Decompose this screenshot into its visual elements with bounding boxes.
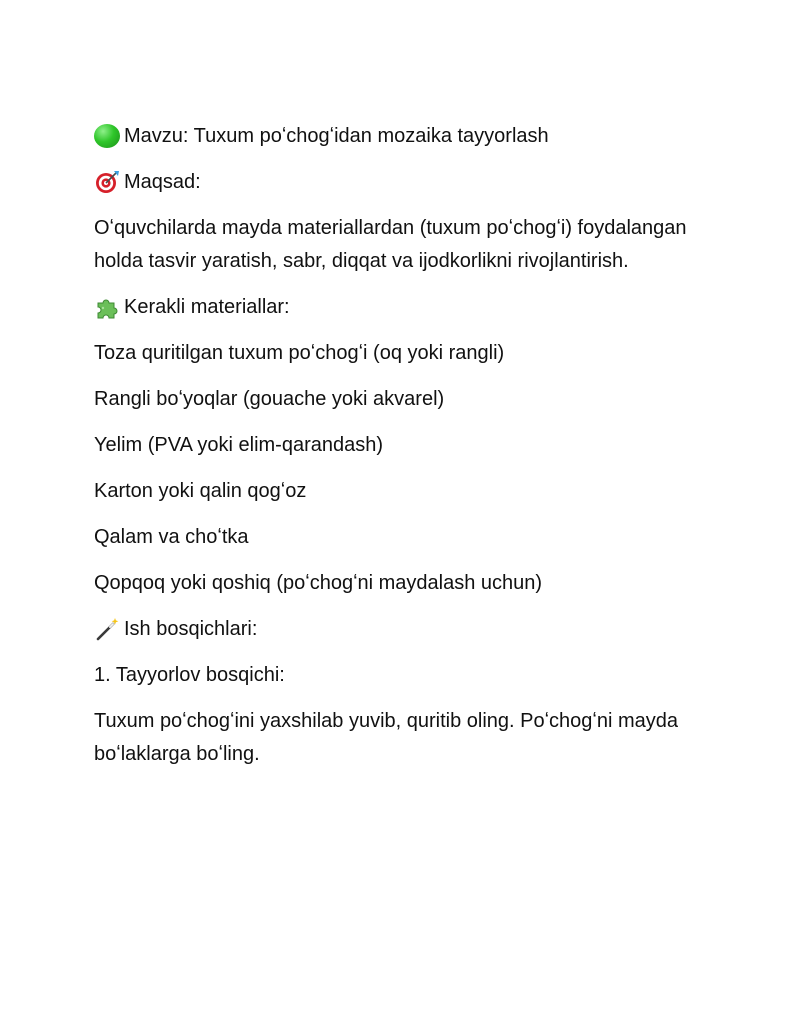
target-icon (94, 169, 120, 195)
puzzle-piece-icon (94, 294, 120, 320)
materials-list (94, 337, 714, 599)
steps-heading-line (94, 613, 714, 645)
goal-heading-line (94, 166, 714, 198)
topic-line (94, 120, 714, 152)
list-item: Rangli boʻyoqlar (gouache yoki akvarel) (94, 388, 445, 410)
document-page (94, 120, 714, 784)
list-item: Qalam va choʻtka (94, 526, 249, 548)
step1-text: Tuxum poʻchogʻini yaxshilab yuvib, quritib oling. Poʻchogʻni mayda boʻlaklarga boʻling. (94, 710, 679, 765)
magic-wand-icon (94, 616, 120, 642)
materials-heading: Kerakli materiallar: (124, 296, 290, 318)
list-item: Toza quritilgan tuxum poʻchogʻi (oq yoki rangli) (94, 342, 505, 364)
list-item: Yelim (PVA yoki elim-qarandash) (94, 434, 384, 456)
goal-heading: Maqsad: (124, 171, 201, 193)
topic-text: Mavzu: Tuxum poʻchogʻidan mozaika tayyorlash (124, 125, 549, 147)
list-item: Qopqoq yoki qoshiq (poʻchogʻni maydalash uchun) (94, 572, 543, 594)
materials-heading-line (94, 291, 714, 323)
step1-heading: 1. Tayyorlov bosqichi: (94, 664, 285, 686)
goal-text: Oʻquvchilarda mayda materiallardan (tuxum poʻchogʻi) foydalangan holda tasvir yaratish, sabr, diqqat va ijodkorlikni rivojlantirish. (94, 217, 687, 272)
list-item: Karton yoki qalin qogʻoz (94, 480, 307, 502)
steps-heading: Ish bosqichlari: (124, 618, 258, 640)
green-circle-icon (94, 124, 120, 148)
